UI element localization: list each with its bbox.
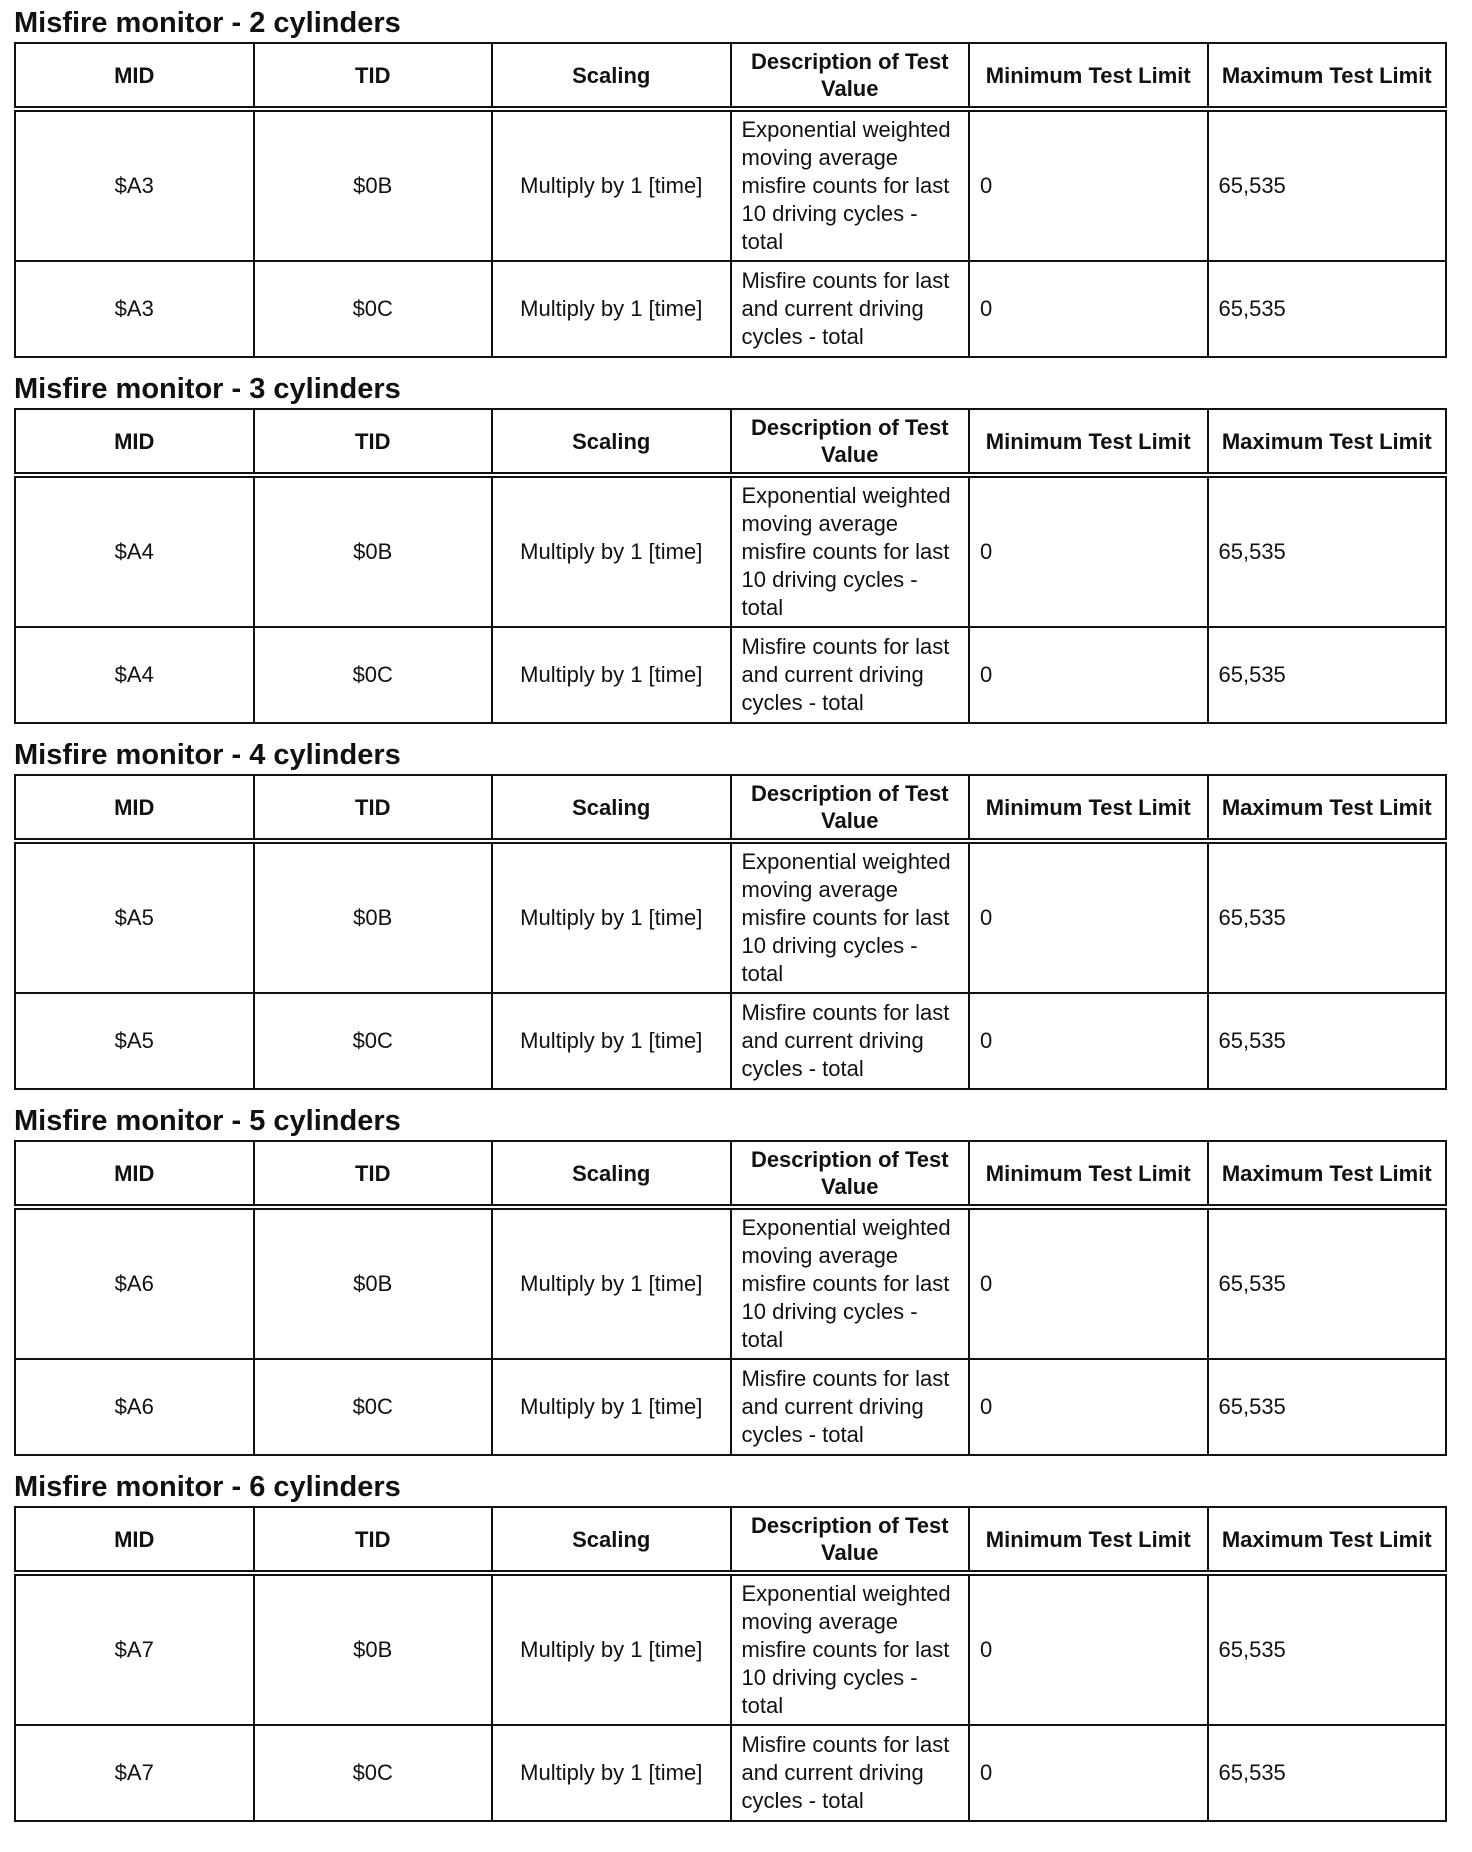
- cell-scaling: Multiply by 1 [time]: [492, 1207, 731, 1359]
- header-scaling: Scaling: [492, 1141, 731, 1207]
- misfire-table: [14, 408, 1447, 724]
- cell-tid: $0C: [254, 627, 493, 723]
- header-max-limit: Maximum Test Limit: [1208, 409, 1447, 475]
- section-title: Misfire monitor - 3 cylinders: [14, 373, 401, 405]
- header-mid: MID: [15, 775, 254, 841]
- cell-min-limit: 0: [969, 993, 1208, 1089]
- header-row: [15, 775, 1446, 841]
- header-tid: TID: [254, 409, 493, 475]
- header-min-limit: Minimum Test Limit: [969, 43, 1208, 109]
- header-min-limit: Minimum Test Limit: [969, 775, 1208, 841]
- header-description: Description of Test Value: [731, 409, 970, 475]
- table-row: [15, 261, 1446, 357]
- header-scaling: Scaling: [492, 1507, 731, 1573]
- cell-max-limit: 65,535: [1208, 627, 1447, 723]
- cell-min-limit: 0: [969, 475, 1208, 627]
- cell-max-limit: 65,535: [1208, 1725, 1447, 1821]
- cell-mid: $A7: [15, 1725, 254, 1821]
- cell-description: Exponential weighted moving average misfire counts for last 10 driving cycles - total: [731, 475, 970, 627]
- cell-description: Misfire counts for last and current driving cycles - total: [731, 993, 970, 1089]
- header-max-limit: Maximum Test Limit: [1208, 1507, 1447, 1573]
- header-max-limit: Maximum Test Limit: [1208, 775, 1447, 841]
- header-description: Description of Test Value: [731, 775, 970, 841]
- header-row: [15, 1507, 1446, 1573]
- cell-scaling: Multiply by 1 [time]: [492, 109, 731, 261]
- cell-description: Misfire counts for last and current driving cycles - total: [731, 627, 970, 723]
- header-row: [15, 43, 1446, 109]
- header-max-limit: Maximum Test Limit: [1208, 1141, 1447, 1207]
- header-tid: TID: [254, 1507, 493, 1573]
- misfire-section: [14, 736, 1472, 1090]
- cell-tid: $0B: [254, 1573, 493, 1725]
- cell-max-limit: 65,535: [1208, 1573, 1447, 1725]
- table-row: [15, 1359, 1446, 1455]
- table-row: [15, 841, 1446, 993]
- header-description: Description of Test Value: [731, 43, 970, 109]
- cell-max-limit: 65,535: [1208, 109, 1447, 261]
- table-row: [15, 1573, 1446, 1725]
- cell-max-limit: 65,535: [1208, 1207, 1447, 1359]
- cell-tid: $0C: [254, 261, 493, 357]
- header-mid: MID: [15, 1141, 254, 1207]
- cell-tid: $0B: [254, 1207, 493, 1359]
- misfire-section: [14, 4, 1472, 358]
- section-title: Misfire monitor - 4 cylinders: [14, 739, 401, 771]
- cell-mid: $A5: [15, 841, 254, 993]
- cell-scaling: Multiply by 1 [time]: [492, 841, 731, 993]
- header-max-limit: Maximum Test Limit: [1208, 43, 1447, 109]
- misfire-section: [14, 370, 1472, 724]
- cell-mid: $A7: [15, 1573, 254, 1725]
- misfire-table: [14, 1506, 1447, 1822]
- header-scaling: Scaling: [492, 409, 731, 475]
- header-scaling: Scaling: [492, 775, 731, 841]
- misfire-table: [14, 1140, 1447, 1456]
- cell-max-limit: 65,535: [1208, 841, 1447, 993]
- table-row: [15, 109, 1446, 261]
- cell-scaling: Multiply by 1 [time]: [492, 993, 731, 1089]
- header-mid: MID: [15, 409, 254, 475]
- header-min-limit: Minimum Test Limit: [969, 1141, 1208, 1207]
- cell-mid: $A3: [15, 261, 254, 357]
- cell-min-limit: 0: [969, 1573, 1208, 1725]
- cell-min-limit: 0: [969, 841, 1208, 993]
- misfire-section: [14, 1102, 1472, 1456]
- header-description: Description of Test Value: [731, 1507, 970, 1573]
- cell-description: Exponential weighted moving average misfire counts for last 10 driving cycles - total: [731, 109, 970, 261]
- cell-tid: $0C: [254, 1359, 493, 1455]
- section-title: Misfire monitor - 6 cylinders: [14, 1471, 401, 1503]
- cell-min-limit: 0: [969, 261, 1208, 357]
- cell-min-limit: 0: [969, 1359, 1208, 1455]
- header-min-limit: Minimum Test Limit: [969, 409, 1208, 475]
- cell-max-limit: 65,535: [1208, 261, 1447, 357]
- cell-max-limit: 65,535: [1208, 1359, 1447, 1455]
- header-mid: MID: [15, 1507, 254, 1573]
- cell-description: Exponential weighted moving average misfire counts for last 10 driving cycles - total: [731, 1573, 970, 1725]
- cell-tid: $0C: [254, 1725, 493, 1821]
- cell-scaling: Multiply by 1 [time]: [492, 1359, 731, 1455]
- cell-mid: $A4: [15, 475, 254, 627]
- cell-mid: $A6: [15, 1207, 254, 1359]
- cell-scaling: Multiply by 1 [time]: [492, 1725, 731, 1821]
- header-min-limit: Minimum Test Limit: [969, 1507, 1208, 1573]
- table-row: [15, 993, 1446, 1089]
- misfire-table: [14, 774, 1447, 1090]
- header-scaling: Scaling: [492, 43, 731, 109]
- cell-tid: $0B: [254, 841, 493, 993]
- cell-min-limit: 0: [969, 627, 1208, 723]
- header-mid: MID: [15, 43, 254, 109]
- table-row: [15, 627, 1446, 723]
- cell-scaling: Multiply by 1 [time]: [492, 1573, 731, 1725]
- cell-description: Misfire counts for last and current driving cycles - total: [731, 1359, 970, 1455]
- cell-tid: $0B: [254, 109, 493, 261]
- cell-min-limit: 0: [969, 1725, 1208, 1821]
- header-tid: TID: [254, 1141, 493, 1207]
- table-row: [15, 475, 1446, 627]
- cell-mid: $A6: [15, 1359, 254, 1455]
- section-title: Misfire monitor - 5 cylinders: [14, 1105, 401, 1137]
- misfire-table: [14, 42, 1447, 358]
- header-description: Description of Test Value: [731, 1141, 970, 1207]
- misfire-section: [14, 1468, 1472, 1822]
- header-tid: TID: [254, 775, 493, 841]
- cell-mid: $A5: [15, 993, 254, 1089]
- header-row: [15, 409, 1446, 475]
- table-row: [15, 1725, 1446, 1821]
- header-tid: TID: [254, 43, 493, 109]
- table-row: [15, 1207, 1446, 1359]
- cell-description: Misfire counts for last and current driving cycles - total: [731, 1725, 970, 1821]
- cell-mid: $A3: [15, 109, 254, 261]
- cell-max-limit: 65,535: [1208, 993, 1447, 1089]
- cell-min-limit: 0: [969, 109, 1208, 261]
- cell-description: Misfire counts for last and current driving cycles - total: [731, 261, 970, 357]
- cell-scaling: Multiply by 1 [time]: [492, 627, 731, 723]
- cell-mid: $A4: [15, 627, 254, 723]
- cell-min-limit: 0: [969, 1207, 1208, 1359]
- cell-tid: $0B: [254, 475, 493, 627]
- cell-scaling: Multiply by 1 [time]: [492, 475, 731, 627]
- cell-tid: $0C: [254, 993, 493, 1089]
- cell-max-limit: 65,535: [1208, 475, 1447, 627]
- header-row: [15, 1141, 1446, 1207]
- cell-scaling: Multiply by 1 [time]: [492, 261, 731, 357]
- section-title: Misfire monitor - 2 cylinders: [14, 7, 401, 39]
- cell-description: Exponential weighted moving average misfire counts for last 10 driving cycles - total: [731, 1207, 970, 1359]
- cell-description: Exponential weighted moving average misfire counts for last 10 driving cycles - total: [731, 841, 970, 993]
